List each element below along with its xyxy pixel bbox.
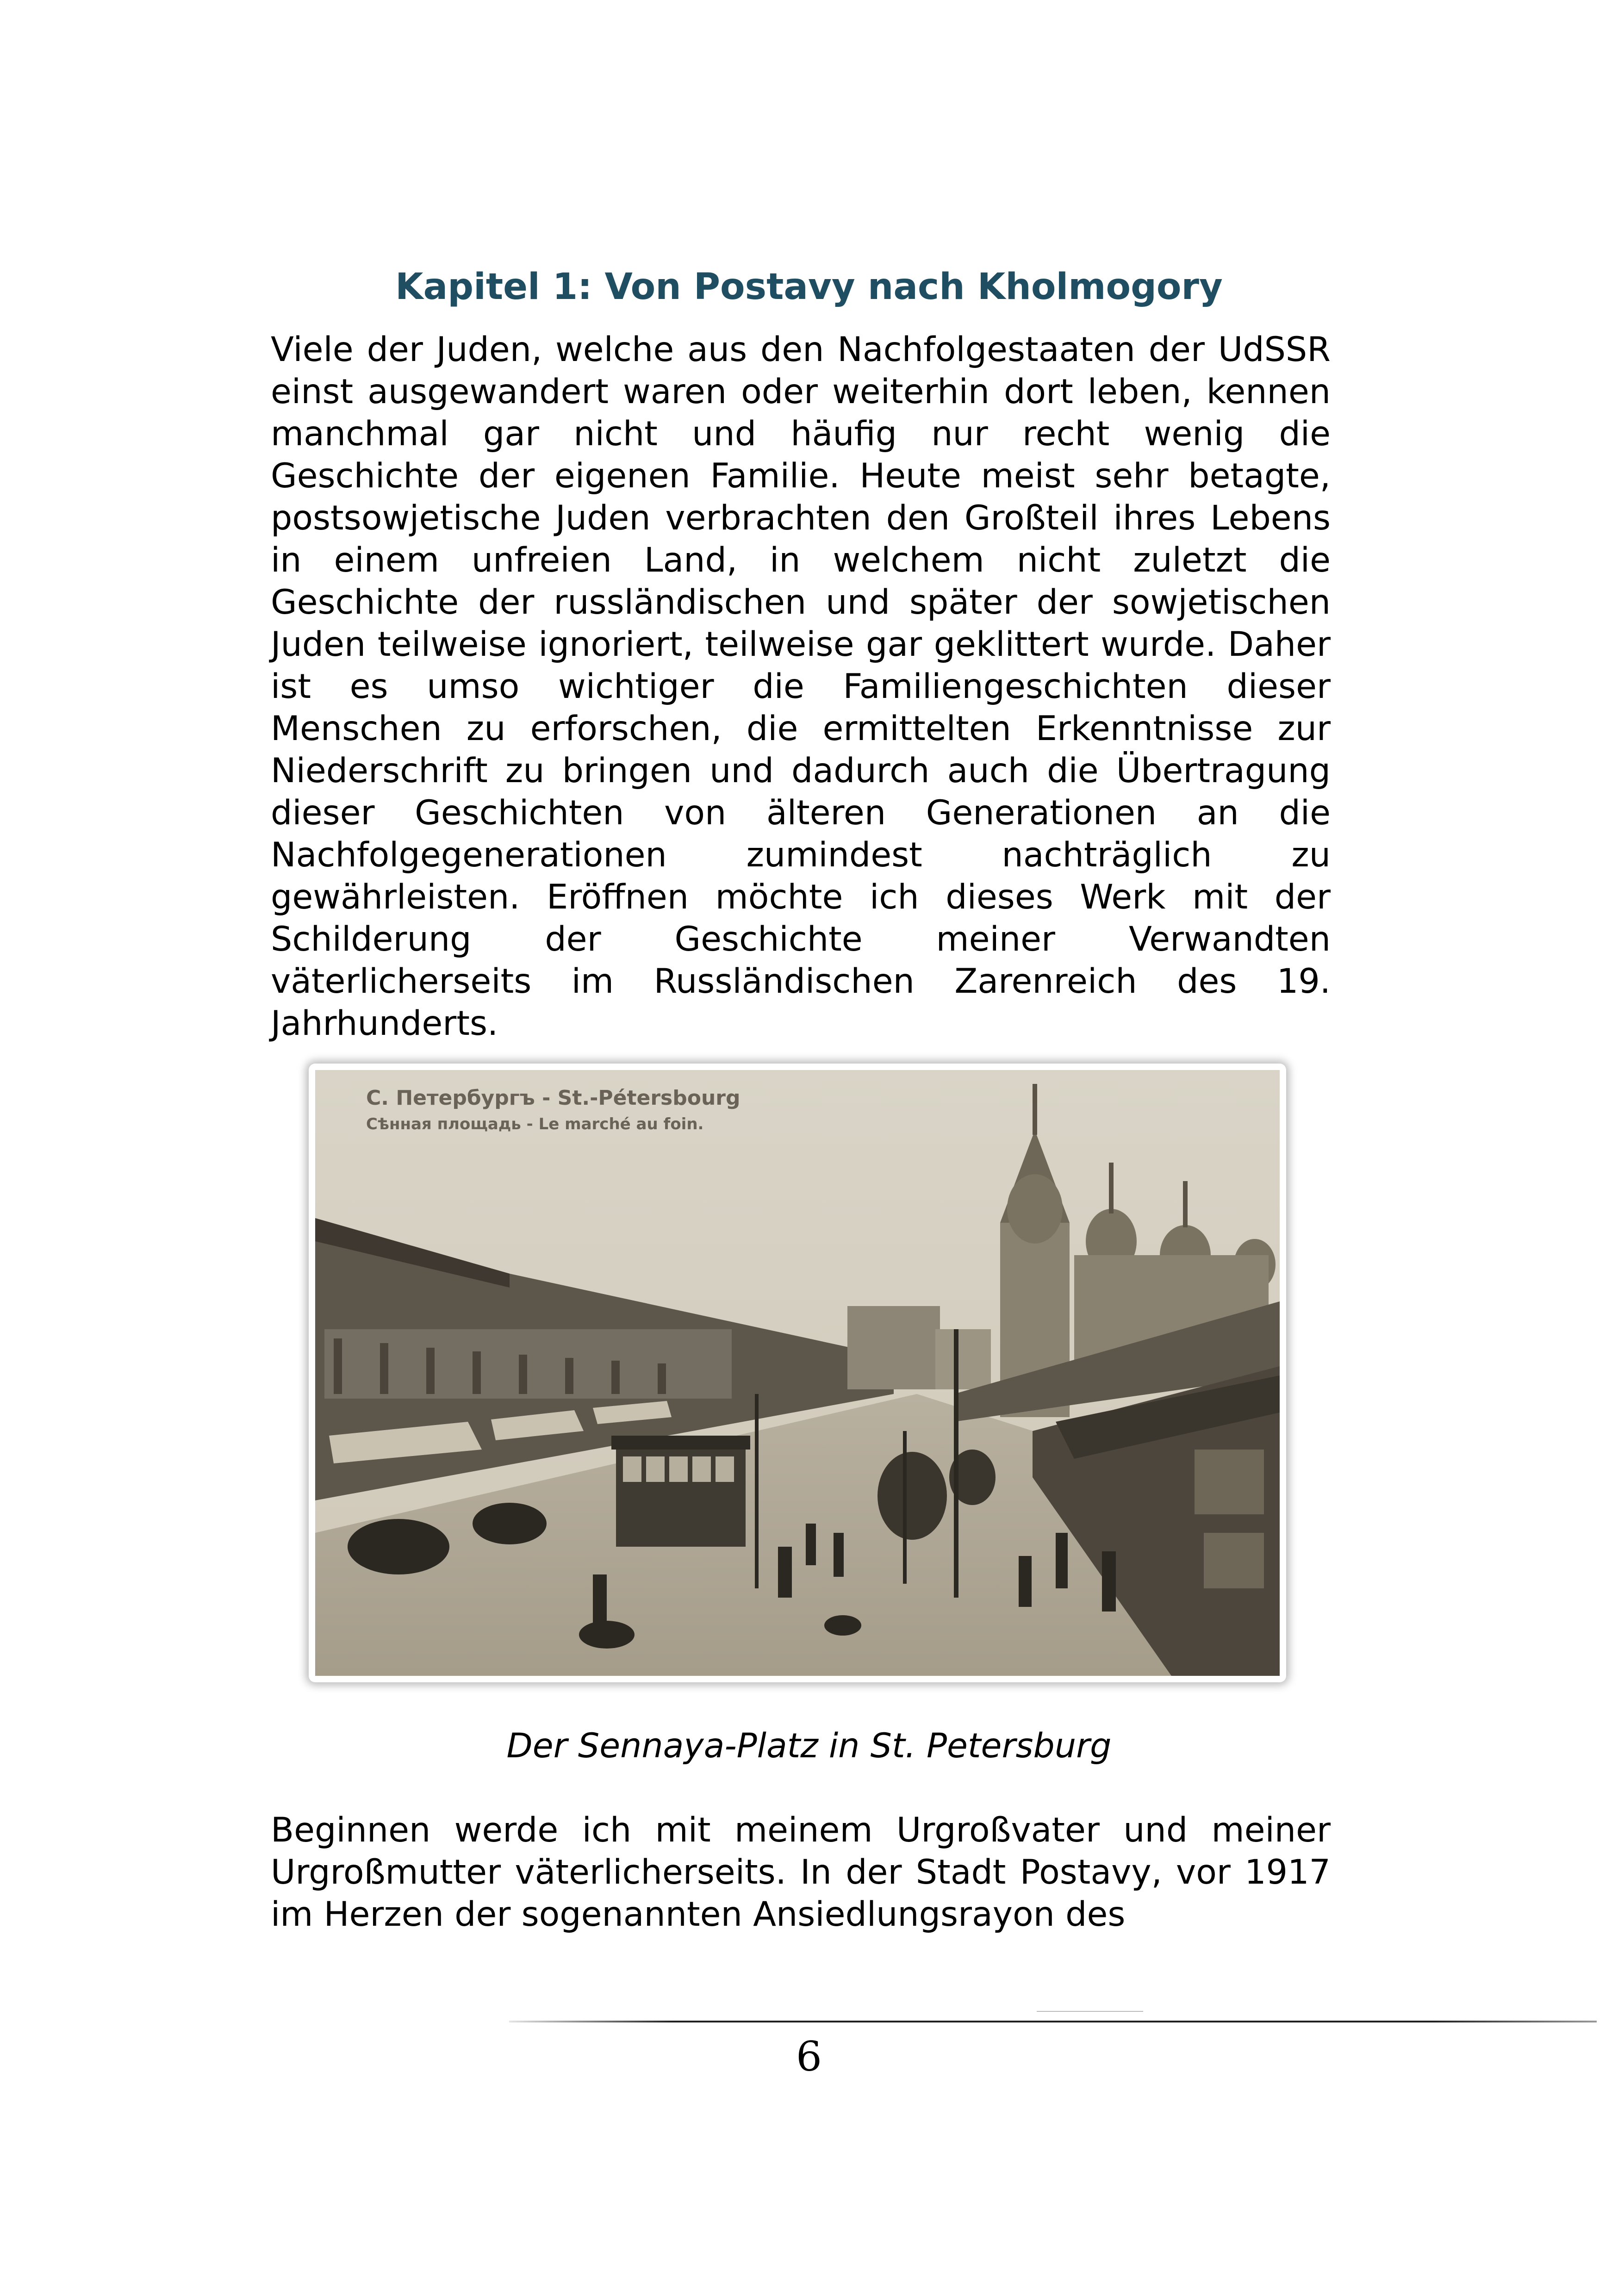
chapter-title: Kapitel 1: Von Postavy nach Kholmogory [395,266,1223,308]
footer-divider [509,2021,1597,2022]
historical-photo-frame [309,1064,1286,1682]
figure-caption: Der Sennaya-Platz in St. Petersburg [506,1726,1112,1766]
body-paragraph-1: Viele der Juden, welche aus den Nachfolgestaaten der UdSSR einst ausgewandert waren oder weiterhin dort leben, kennen manchmal gar nicht und häufig nur recht wenig die Geschichte der eigenen Familie. Heute meist sehr betagte, postsowjetische Juden verbrachten den Großteil ihres Lebens in einem unfreien Land, in welchem nicht zuletzt die Geschichte der russländischen und später der sowjetischen Juden teilweise ignoriert, teilweise gar geklittert wurde. Daher ist es umso wichtiger die Familiengeschichten dieser Menschen zu erforschen, die ermittelten Erkenntnisse zur Niederschrift zu bringen und dadurch auch die Übertragung dieser Geschichten von älteren Generationen an die Nachfolgegenerationen zumindest nachträglich zu gewährleisten. Eröffnen möchte ich dieses Werk mit der Schilderung der Geschichte meiner Verwandten väterlicherseits im Russländischen Zarenreich des 19. Jahrhunderts. [271,330,1331,1043]
postcard-heading-line2: Сѣнная площадь - Le marché au foin. [366,1115,704,1133]
historical-photo-sennaya-square [315,1070,1280,1676]
postcard-heading-line1: С. Петербургъ - St.-Pétersbourg [366,1086,741,1110]
footer-short-divider [1037,2011,1143,2012]
body-paragraph-2: Beginnen werde ich mit meinem Urgroßvater und meiner Urgroßmutter väterlicherseits. In der Stadt Postavy, vor 1917 im Herzen der sogenannten Ansiedlungsrayon des [271,1811,1331,1934]
page-number: 6 [796,2033,822,2080]
